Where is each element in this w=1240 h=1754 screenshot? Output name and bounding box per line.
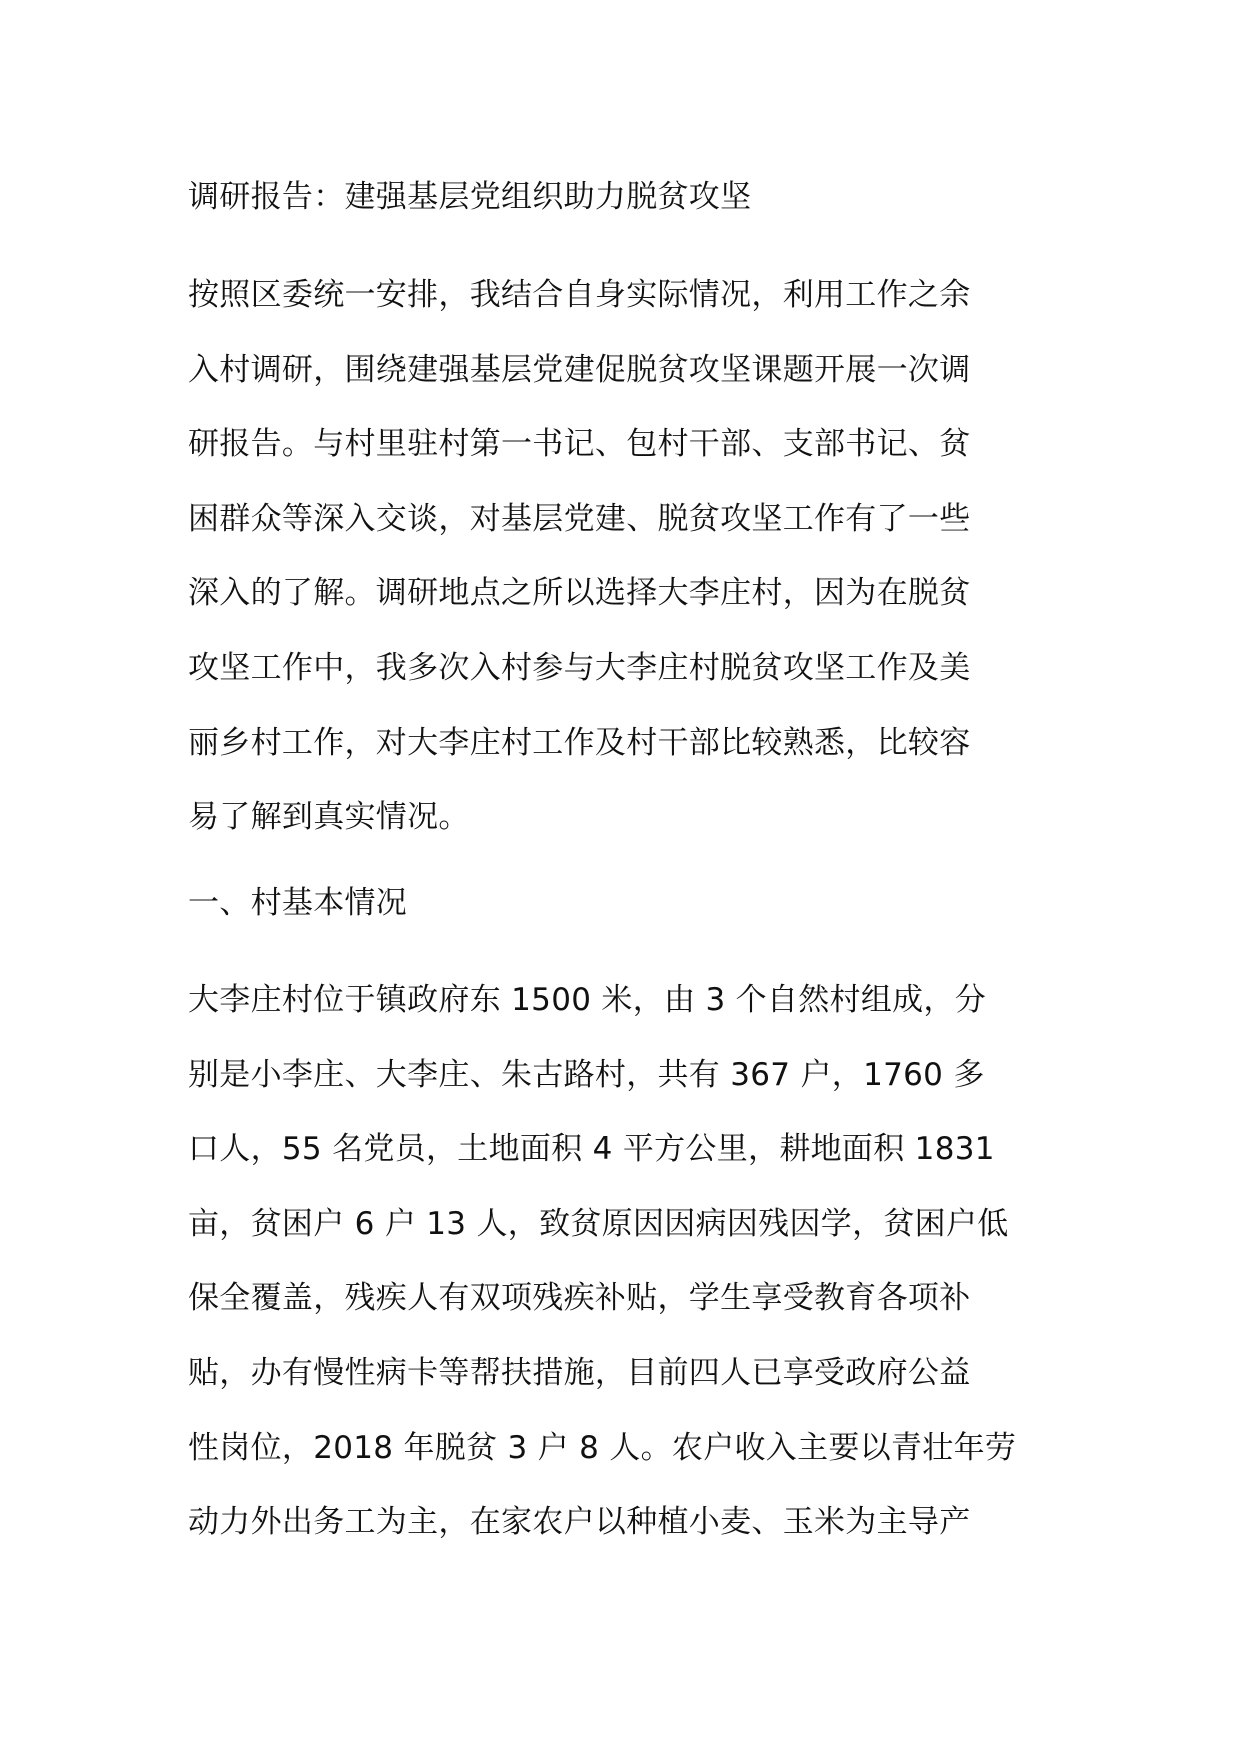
text-line: 动力外出务工为主，在家农户以种植小麦、玉米为主导产 <box>188 1504 971 1541</box>
text-line: 易了解到真实情况。 <box>188 799 470 836</box>
text-line: 口人，55 名党员，土地面积 4 平方公里，耕地面积 1831 <box>188 1131 995 1168</box>
text-line: 保全覆盖，残疾人有双项残疾补贴，学生享受教育各项补 <box>188 1280 971 1317</box>
text-line: 入村调研，围绕建强基层党建促脱贫攻坚课题开展一次调 <box>188 351 971 388</box>
text-line: 亩，贫困户 6 户 13 人，致贫原因因病因残因学，贫困户低 <box>188 1205 1009 1242</box>
text-line: 研报告。与村里驻村第一书记、包村干部、支部书记、贫 <box>188 426 971 463</box>
text-line: 深入的了解。调研地点之所以选择大李庄村，因为在脱贫 <box>188 575 971 612</box>
text-line: 丽乡村工作，对大李庄村工作及村干部比较熟悉，比较容 <box>188 724 971 761</box>
intro-paragraph <box>188 258 1068 855</box>
text-line: 性岗位，2018 年脱贫 3 户 8 人。农户收入主要以青壮年劳 <box>188 1429 1017 1466</box>
text-line: 困群众等深入交谈，对基层党建、脱贫攻坚工作有了一些 <box>188 500 971 537</box>
text-line: 大李庄村位于镇政府东 1500 米，由 3 个自然村组成，分 <box>188 982 987 1018</box>
text-line: 贴，办有慢性病卡等帮扶措施，目前四人已享受政府公益 <box>188 1354 971 1391</box>
text-line: 按照区委统一安排，我结合自身实际情况，利用工作之余 <box>188 277 971 313</box>
section-heading: 一、村基本情况 <box>188 885 408 921</box>
section-paragraph <box>188 963 1068 1560</box>
document-title: 调研报告：建强基层党组织助力脱贫攻坚 <box>188 179 752 215</box>
text-line: 攻坚工作中，我多次入村参与大李庄村脱贫攻坚工作及美 <box>188 649 971 686</box>
text-line: 别是小李庄、大李庄、朱古路村，共有 367 户，1760 多 <box>188 1056 985 1093</box>
